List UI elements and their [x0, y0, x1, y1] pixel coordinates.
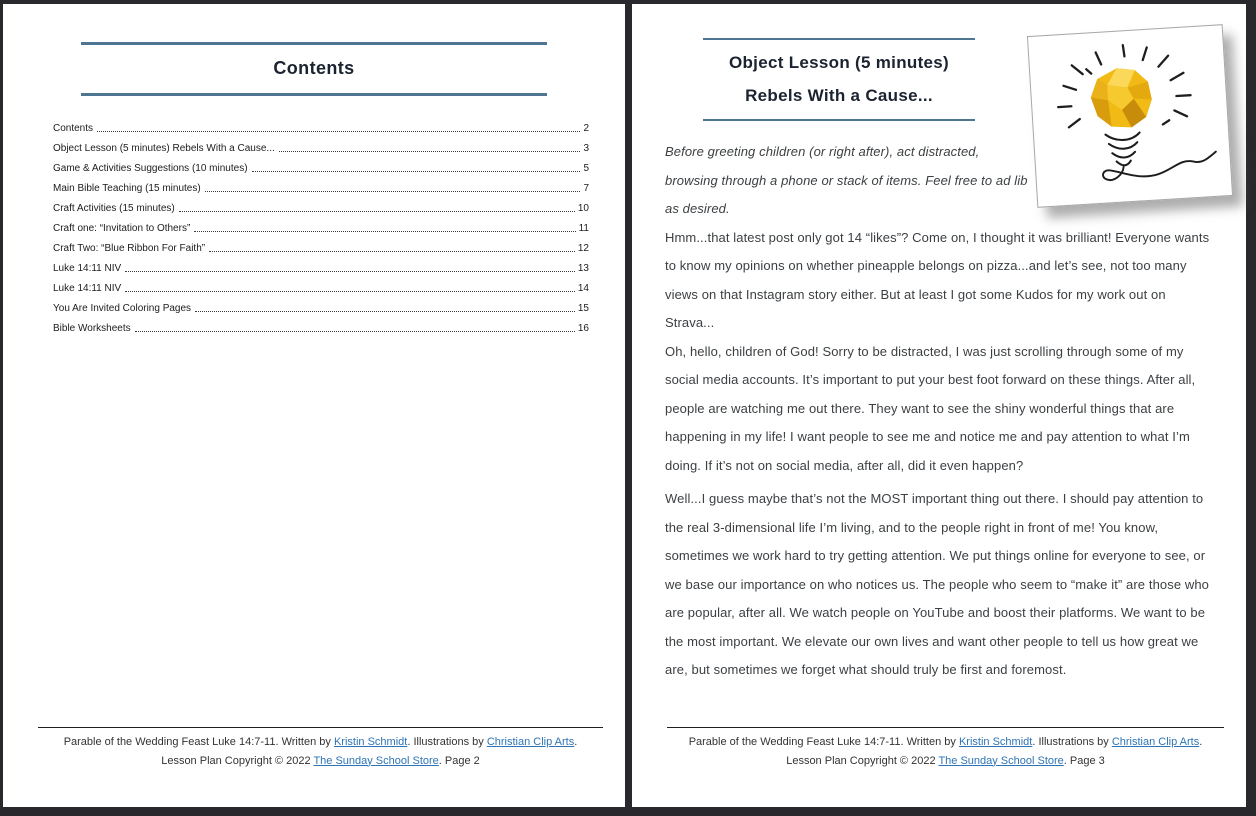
- lesson-title-block: [703, 38, 975, 121]
- toc-entry-label: Object Lesson (5 minutes) Rebels With a Cause...: [53, 143, 275, 154]
- toc-entry-label: Craft Activities (15 minutes): [53, 203, 175, 214]
- footer-text: . Illustrations by: [1032, 736, 1112, 748]
- contents-title: Contents: [273, 58, 355, 78]
- toc-entry[interactable]: [53, 177, 589, 197]
- lesson-title-line1: Object Lesson (5 minutes): [728, 53, 950, 72]
- store-link[interactable]: The Sunday School Store: [938, 754, 1064, 767]
- footer-text: Lesson Plan Copyright © 2022: [161, 754, 314, 767]
- toc-entry[interactable]: [53, 297, 589, 317]
- footer-page-number: . Page 2: [438, 754, 480, 767]
- toc-dot-leader: [252, 171, 581, 172]
- toc-entry-page: 11: [578, 223, 589, 234]
- document-spread: [3, 4, 1246, 807]
- lesson-paragraph: Hmm...that latest post only got 14 “likes”? Come on, I thought it was brilliant! Everyone wants to know my opinions on whether pineapple belongs on pizza...and let’s see, not too many views on that Instagram story either. But at least I got some Kudos for my work out on Strava...: [665, 229, 1210, 330]
- title-rule-bottom: [703, 119, 975, 121]
- footer-text: .: [1199, 736, 1203, 748]
- author-link[interactable]: Kristin Schmidt: [333, 736, 408, 748]
- footer-text: Parable of the Wedding Feast Luke 14:7-11. Written by: [688, 736, 959, 748]
- toc-entry-page: 13: [577, 263, 589, 274]
- stage-direction-italic: Before greeting children (or right after), act distracted, browsing through a phone or stack of items. Feel free to ad lib as desired.: [665, 144, 1028, 216]
- toc-entry-label: Bible Worksheets: [53, 323, 131, 334]
- toc-dot-leader: [125, 271, 575, 272]
- toc-dot-leader: [135, 331, 575, 332]
- footer-text: . Illustrations by: [407, 736, 487, 748]
- footer-line-2: [38, 752, 603, 771]
- illustrations-link[interactable]: Christian Clip Arts: [486, 736, 575, 748]
- footer-text: Lesson Plan Copyright © 2022: [786, 754, 939, 767]
- footer-line-1: [667, 733, 1224, 752]
- lesson-paragraph: Well...I guess maybe that’s not the MOST important thing out there. I should pay attention to the real 3-dimensional life I’m living, and to the people right in front of me! You know, sometimes we work hard to try getting attention. We put things online for everyone to see, or we base our importance on who notices us. The people who seem to “make it” are those who are popular, after all. We watch people on YouTube and boost their platforms. We want to be the most important. We elevate our own lives and want other people to tell us how great we are, but sometimes we forget what should truly be first and foremost.: [665, 491, 1210, 677]
- illustrations-link[interactable]: Christian Clip Arts: [1111, 736, 1200, 748]
- toc-entry-label: Luke 14:11 NIV: [53, 263, 122, 274]
- toc-entry-label: Craft one: “Invitation to Others”: [53, 223, 191, 234]
- footer-text: Parable of the Wedding Feast Luke 14:7-11. Written by: [63, 736, 334, 748]
- page-3: [632, 4, 1246, 807]
- toc-entry[interactable]: [53, 117, 589, 137]
- toc-entry-label: Contents: [53, 123, 94, 134]
- toc-entry-page: 12: [577, 243, 589, 254]
- toc-entry[interactable]: [53, 277, 589, 297]
- footer-line-1: [38, 733, 603, 752]
- lesson-paragraph: Oh, hello, children of God! Sorry to be distracted, I was just scrolling through some of my social media accounts. It’s important to put your best foot forward on these things. After all, people are watching me out there. They want to see the shiny wonderful things that are happening in my life! I want people to see me and notice me and pay attention to what I’m doing. If it’s not on social media, after all, did it even happen?: [665, 343, 1196, 473]
- toc-entry-page: 15: [577, 303, 589, 314]
- toc-entry-label: Luke 14:11 NIV: [53, 283, 122, 294]
- toc-dot-leader: [194, 231, 575, 232]
- toc-entry[interactable]: [53, 237, 589, 257]
- toc-entry-label: Main Bible Teaching (15 minutes): [53, 183, 201, 194]
- lesson-body: [665, 138, 1214, 685]
- toc-entry-page: 16: [577, 323, 589, 334]
- title-rule-bottom: [81, 93, 547, 96]
- toc-entry[interactable]: [53, 217, 589, 237]
- toc-dot-leader: [179, 211, 575, 212]
- toc-list: [53, 117, 589, 337]
- footer-line-2: [667, 752, 1224, 771]
- toc-dot-leader: [125, 291, 575, 292]
- title-rule-top: [703, 38, 975, 40]
- store-link[interactable]: The Sunday School Store: [313, 754, 439, 767]
- toc-entry-page: 3: [583, 143, 589, 154]
- page-footer: [667, 727, 1224, 770]
- toc-entry-page: 10: [577, 203, 589, 214]
- contents-title-block: [81, 42, 547, 96]
- toc-entry-page: 14: [577, 283, 589, 294]
- toc-dot-leader: [209, 251, 575, 252]
- toc-entry[interactable]: [53, 157, 589, 177]
- toc-entry-page: 5: [583, 163, 589, 174]
- toc-entry-label: Game & Activities Suggestions (10 minutes): [53, 163, 248, 174]
- toc-entry-page: 2: [583, 123, 589, 134]
- toc-dot-leader: [279, 151, 581, 152]
- page-gap-divider: [625, 4, 632, 807]
- crumpled-paper-ball: [1089, 66, 1153, 129]
- toc-entry[interactable]: [53, 257, 589, 277]
- title-rule-top: [81, 42, 547, 45]
- toc-dot-leader: [97, 131, 580, 132]
- lesson-title-line2: Rebels With a Cause...: [745, 86, 933, 105]
- author-link[interactable]: Kristin Schmidt: [958, 736, 1033, 748]
- footer-page-number: . Page 3: [1063, 754, 1105, 767]
- toc-entry[interactable]: [53, 137, 589, 157]
- toc-entry-label: Craft Two: “Blue Ribbon For Faith”: [53, 243, 206, 254]
- page-2: [3, 4, 625, 807]
- page-footer: [38, 727, 603, 770]
- toc-entry-page: 7: [583, 183, 589, 194]
- toc-entry-label: You Are Invited Coloring Pages: [53, 303, 192, 314]
- toc-dot-leader: [195, 311, 575, 312]
- footer-text: .: [574, 736, 578, 748]
- toc-entry[interactable]: [53, 197, 589, 217]
- toc-dot-leader: [205, 191, 581, 192]
- toc-entry[interactable]: [53, 317, 589, 337]
